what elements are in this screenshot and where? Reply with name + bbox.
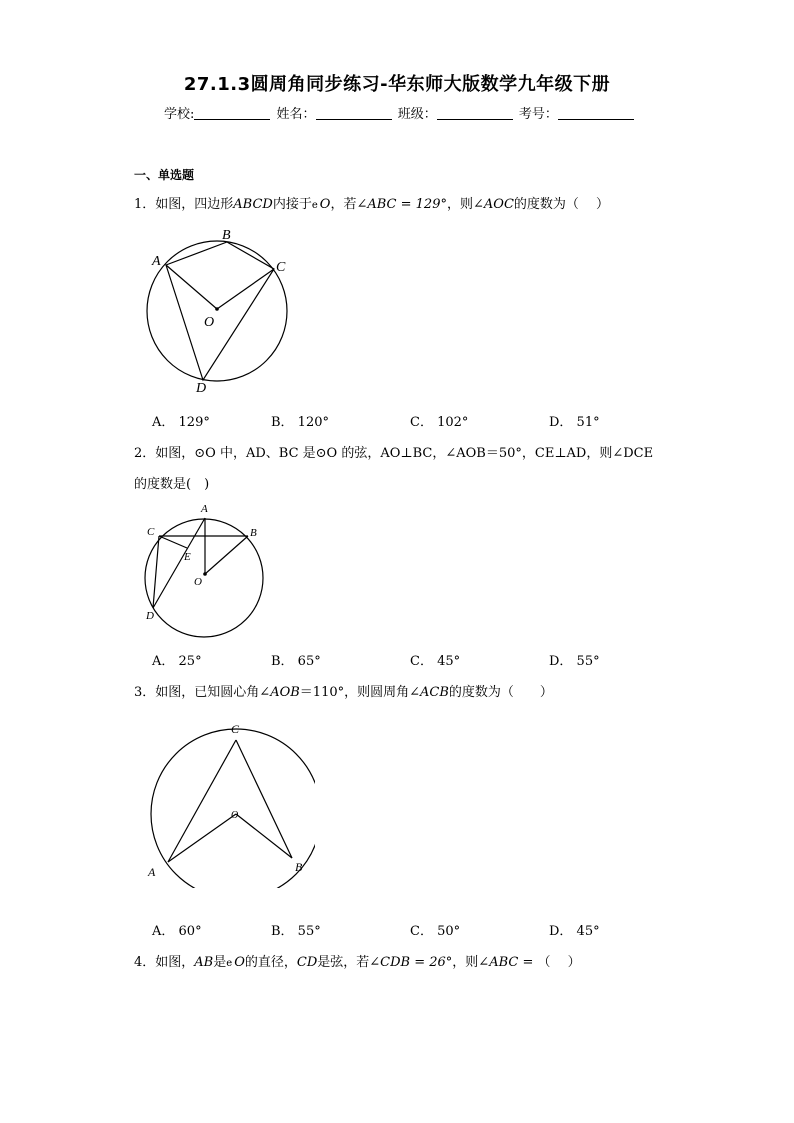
label-b: B	[295, 860, 303, 874]
q3-math: ∠AOB	[259, 685, 300, 700]
question-3	[134, 681, 553, 700]
question-number: 1．	[134, 197, 156, 212]
q3-option-a[interactable]: A． 60°	[152, 924, 202, 939]
q1-text: 的度数为（ ）	[513, 197, 610, 212]
label-e: E	[184, 551, 191, 563]
q1-math: ∠ABC = 129°	[356, 197, 447, 212]
chord-bc	[236, 740, 292, 858]
q2-text-line2: 的度数是( )	[134, 477, 210, 492]
section-title: 一、单选题	[134, 168, 195, 182]
q3-math: ∠ACB	[409, 685, 449, 700]
q1-text: ，若	[330, 197, 357, 212]
q1-math: O	[319, 197, 331, 212]
label-a: A	[148, 865, 156, 879]
quadrilateral-abcd	[166, 242, 274, 380]
q3-option-b[interactable]: B． 55°	[271, 924, 321, 939]
q3-figure	[140, 718, 315, 888]
exam-no-blank[interactable]	[558, 107, 634, 120]
label-c: C	[276, 260, 286, 275]
question-number: 2．	[134, 446, 156, 461]
q1-math: e	[311, 200, 318, 211]
q4-text: 是	[213, 955, 227, 970]
question-4	[134, 951, 581, 970]
q1-text: 内接于	[272, 197, 312, 212]
segment-ob	[205, 536, 248, 574]
q1-option-a[interactable]: A． 129°	[152, 415, 210, 430]
name-blank[interactable]	[316, 107, 392, 120]
q2-text-line1: 如图，⊙O 中，AD、BC 是⊙O 的弦，AO⊥BC，∠AOB＝50°，CE⊥AD，则∠DCE	[155, 446, 654, 461]
circle	[145, 519, 263, 637]
q1-text: 如图，四边形	[155, 197, 234, 212]
q2-option-b[interactable]: B． 65°	[271, 654, 321, 669]
segment-ob	[236, 814, 292, 858]
q4-math: CD	[296, 955, 318, 970]
label-a: A	[152, 254, 161, 269]
label-a: A	[201, 503, 208, 515]
q3-option-c[interactable]: C． 50°	[410, 924, 461, 939]
q2-option-c[interactable]: C． 45°	[410, 654, 461, 669]
q1-figure	[140, 225, 300, 400]
label-d: D	[196, 381, 207, 396]
q4-math: O	[234, 955, 245, 970]
question-2	[134, 442, 653, 461]
q4-math: e	[226, 958, 233, 969]
label-o: O	[204, 315, 215, 330]
q1-option-c[interactable]: C． 102°	[410, 415, 469, 430]
q1-math: ABCD	[233, 197, 273, 212]
class-blank[interactable]	[437, 107, 513, 120]
label-b: B	[222, 228, 231, 243]
q3-text: 的度数为（ ）	[448, 685, 553, 700]
q4-text: ，则	[452, 955, 479, 970]
q4-math: AB	[194, 955, 214, 970]
q1-text: ，则	[446, 197, 473, 212]
q4-text: 的直径，	[244, 955, 297, 970]
question-number: 4．	[134, 955, 156, 970]
q1-option-d[interactable]: D． 51°	[549, 415, 600, 430]
student-info-line	[164, 103, 636, 122]
q3-text: ＝110°，则圆周角	[299, 685, 410, 700]
q4-text: 如图，	[155, 955, 195, 970]
school-blank[interactable]	[194, 107, 270, 120]
exam-no-label: 考号：	[518, 107, 558, 122]
name-label: 姓名：	[276, 107, 316, 122]
label-b: B	[250, 527, 257, 539]
page-title: 27.1.3圆周角同步练习-华东师大版数学九年级下册	[183, 74, 611, 95]
q2-option-a[interactable]: A． 25°	[152, 654, 202, 669]
segment-ao	[168, 814, 236, 862]
q1-math: ∠AOC	[473, 197, 514, 212]
label-c: C	[231, 722, 240, 736]
q4-math: ∠ABC	[478, 955, 519, 970]
segment-ce	[159, 536, 187, 548]
q4-math: ∠CDB = 26°	[369, 955, 453, 970]
label-o: O	[231, 810, 239, 821]
center-point	[215, 307, 219, 311]
circle	[151, 729, 315, 888]
q2-figure	[140, 498, 275, 643]
q4-text: = （ ）	[518, 955, 581, 970]
label-o: O	[194, 576, 202, 588]
school-label: 学校:	[164, 107, 195, 122]
question-1	[134, 193, 609, 212]
q1-option-b[interactable]: B． 120°	[271, 415, 329, 430]
question-number: 3．	[134, 685, 156, 700]
chord-ac	[168, 740, 239, 862]
q4-text: 是弦，若	[317, 955, 370, 970]
q2-option-d[interactable]: D． 55°	[549, 654, 600, 669]
q3-option-d[interactable]: D． 45°	[549, 924, 600, 939]
center-point	[203, 572, 207, 576]
circle	[147, 241, 287, 381]
label-c: C	[147, 526, 155, 538]
q3-text: 如图，已知圆心角	[155, 685, 260, 700]
chord-ad	[153, 518, 205, 608]
label-d: D	[146, 610, 154, 622]
class-label: 班级：	[397, 107, 437, 122]
segment-co	[217, 269, 274, 309]
